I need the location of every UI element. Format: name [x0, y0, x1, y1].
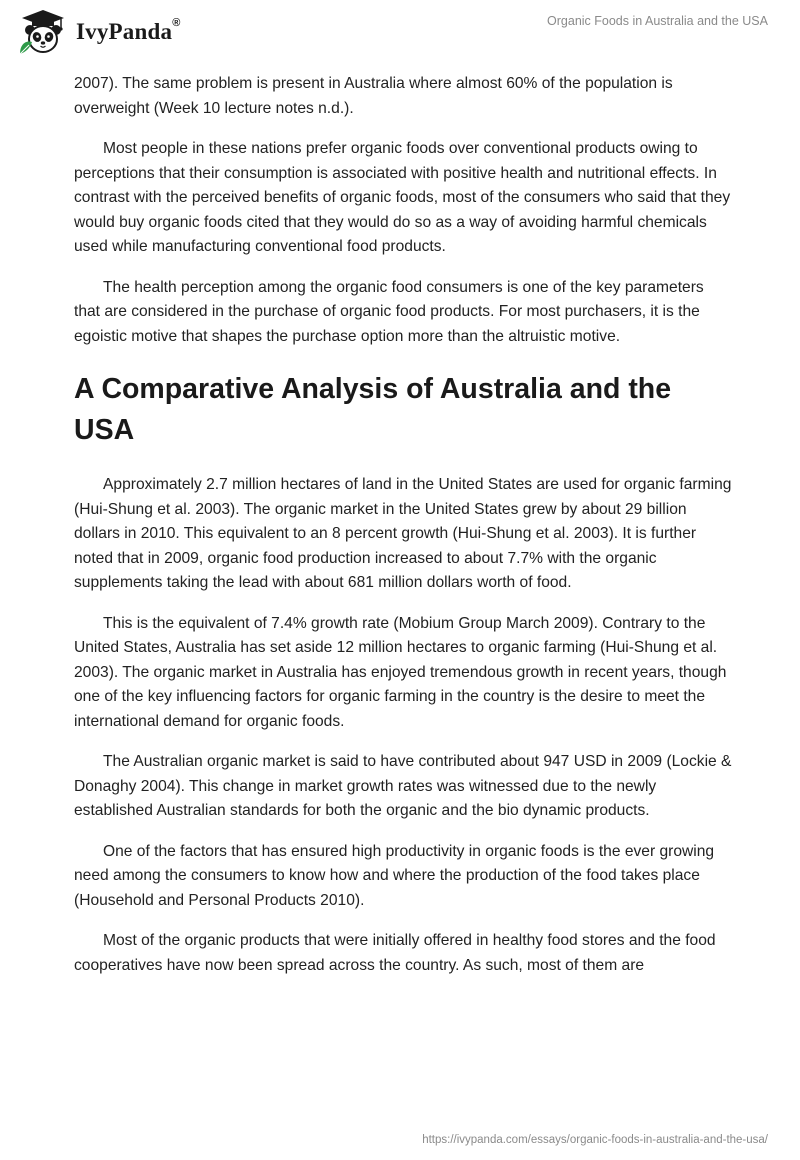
running-title: Organic Foods in Australia and the USA — [547, 14, 768, 28]
page-header — [0, 0, 800, 66]
paragraph: One of the factors that has ensured high productivity in organic foods is the ever growing need among the consumers to know how and where the production of the food takes place (Household and Personal Products 2010). — [74, 842, 715, 909]
essay-content — [74, 72, 734, 994]
paragraph: The health perception among the organic food consumers is one of the key parameters that are considered in the purchase of organic food products. For most purchasers, it is the egoistic motive that shapes the purchase option more than the altruistic motive. — [74, 278, 704, 345]
paragraph: Approximately 2.7 million hectares of land in the United States are used for organic farming (Hui-Shung et al. 2003). The organic market in the United States grew by about 29 billion dollars in 2010. This equivalent to an 8 percent growth (Hui-Shung et al. 2003). It is further noted that in 2009, organic food production increased to about 7.7% with the organic supplements taking the lead with about 681 million dollars worth of food. — [74, 476, 732, 591]
footer-url: https://ivypanda.com/essays/organic-foods-in-australia-and-the-usa/ — [422, 1134, 768, 1146]
registered-mark: ® — [172, 17, 181, 29]
paragraph: 2007). The same problem is present in Australia where almost 60% of the population is overweight (Week 10 lecture notes n.d.). — [74, 75, 673, 117]
paragraph: This is the equivalent of 7.4% growth rate (Mobium Group March 2009). Contrary to the United States, Australia has set aside 12 million hectares to organic farming (Hui-Shung et al. 2003). The organic market in Australia has enjoyed tremendous growth in recent years, though one of the key influencing factors for organic farming in the country is the desire to meet the international demand for organic foods. — [74, 614, 727, 730]
ivypanda-logo-link[interactable] — [16, 8, 181, 56]
section-heading: A Comparative Analysis of Australia and the USA — [74, 373, 672, 446]
paragraph: The Australian organic market is said to have contributed about 947 USD in 2009 (Lockie & Donaghy 2004). This change in market growth rates was witnessed due to the newly established Australian standards for both the organic and the bio dynamic products. — [74, 753, 732, 819]
paragraph: Most of the organic products that were initially offered in healthy food stores and the food cooperatives have now been spread across the country. As such, most of them are — [74, 932, 716, 974]
panda-graduate-icon — [16, 8, 70, 56]
logo-wordmark: IvyPanda® — [76, 17, 181, 44]
paragraph: Most people in these nations prefer organic foods over conventional products owing to perceptions that their consumption is associated with positive health and nutritional effects. In contrast with the perceived benefits of organic foods, most of the consumers who said that they would buy organic foods cited that they would do so as a way of avoiding harmful chemicals used while manufacturing conventional food products. — [74, 140, 731, 255]
